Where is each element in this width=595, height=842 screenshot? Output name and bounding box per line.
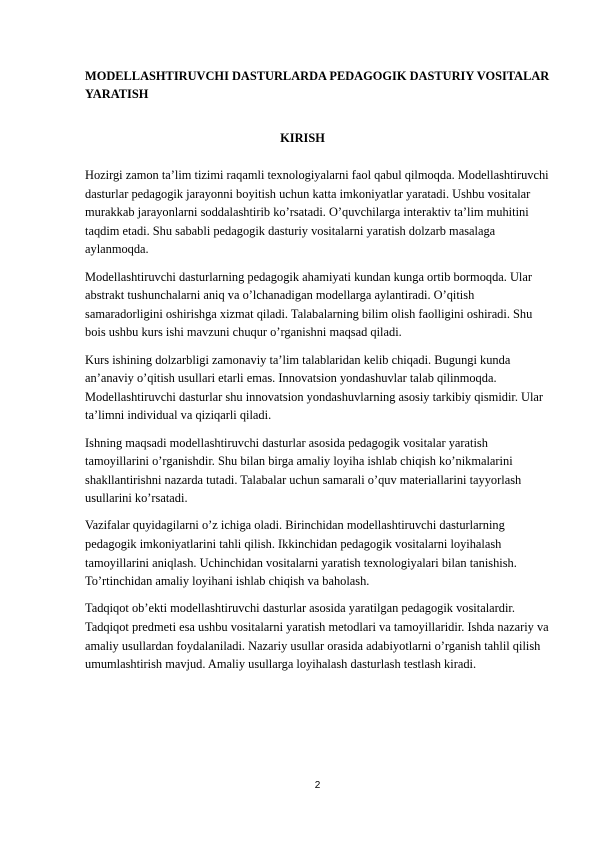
paragraph-6: Tadqiqot ob’ekti modellashtiruvchi dasturlar asosida yaratilgan pedagogik vositalardir. Tadqiqot predmeti esa ushbu vositalarni yaratish metodlari va tamoyillaridir. Ishda nazariy va amaliy usullardan foydalaniladi. Nazariy usullar orasida adabiyotlarni o’rganish tahlil qilish umumlashtirish mavjud. Amaliy usullarga loyihalash dasturlash testlash kiradi. xyxy=(85,601,549,672)
section-heading: KIRISH xyxy=(280,131,325,145)
paragraph-5: Vazifalar quyidagilarni o’z ichiga oladi. Birinchidan modellashtiruvchi dasturlarning pedagogik imkoniyatlarini tahli qilish. Ikkinchidan pedagogik vositalarni loyihalash tamoyillarini aniqlash. Uchinchidan vositalarni yaratish texnologiyalari bilan tanishish. To’rtinchidan amaliy loyihani ishlab chiqish va baholash. xyxy=(85,518,517,589)
paragraph-3: Kurs ishining dolzarbligi zamonaviy ta’lim talablaridan kelib chiqadi. Bugungi kunda an’anaviy o’qitish usullari etarli emas. Innovatsion yondashuvlar talab qilinmoqda. Modellashtiruvchi dasturlar shu innovatsion yondashuvlarning asosiy tarkibiy qismidir. Ular ta’limni individual va qiziqarli qiladi. xyxy=(85,352,544,423)
body-text xyxy=(85,166,555,682)
page-number: 2 xyxy=(314,780,321,791)
document-title: MODELLASHTIRUVCHI DASTURLARDA PEDAGOGIK DASTURIY VOSITALAR YARATISH xyxy=(85,69,550,101)
paragraph-4: Ishning maqsadi modellashtiruvchi dasturlar asosida pedagogik vositalar yaratish tamoyillarini o’rganishdir. Shu bilan birga amaliy loyiha ishlab chiqish ko’nikmalarini shakllantirishni nazarda tutadi. Talabalar uchun samarali o’quv materiallarini tayyorlash usullarini ko’rsatadi. xyxy=(85,435,522,506)
paragraph-1: Hozirgi zamon ta’lim tizimi raqamli texnologiyalarni faol qabul qilmoqda. Modellashtiruvchi dasturlar pedagogik jarayonni boyitish uchun katta imkoniyatlar yaratadi. Ushbu vositalar murakkab jarayonlarni soddalashtirib ko’rsatadi. O’quvchilarga interaktiv ta’lim muhitini taqdim etadi. Shu sababli pedagogik dasturiy vositalarni yaratish dolzarb masalaga aylanmoqda. xyxy=(85,168,549,257)
paragraph-2: Modellashtiruvchi dasturlarning pedagogik ahamiyati kundan kunga ortib bormoqda. Ular abstrakt tushunchalarni aniq va o’lchanadigan modellarga aylantiradi. O’qitish samaradorligini oshirishga xizmat qiladi. Talabalarning bilim olish faolligini oshiradi. Shu bois ushbu kurs ishi mavzuni chuqur o’rganishni maqsad qiladi. xyxy=(85,269,533,340)
